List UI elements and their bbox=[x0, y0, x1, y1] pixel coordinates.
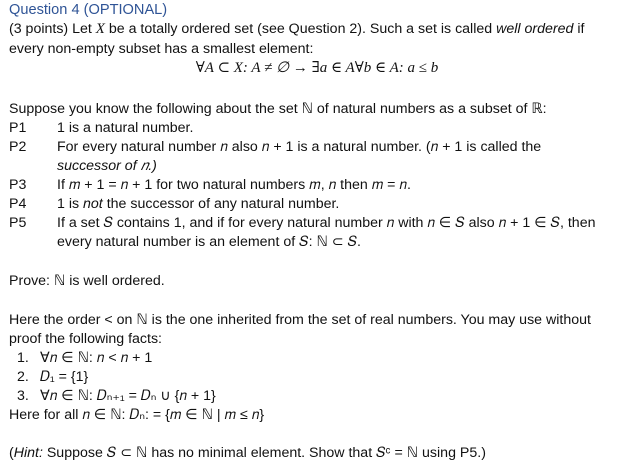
property-label: P2 bbox=[9, 139, 27, 155]
p4-emphasis: not bbox=[83, 196, 103, 212]
p4-text-b: the successor of any natural number. bbox=[102, 196, 340, 212]
question-title: Question 4 (OPTIONAL) bbox=[9, 2, 168, 18]
fact-number: 3. bbox=[17, 388, 29, 404]
hint-open-paren: ( bbox=[9, 445, 14, 461]
hint-close-paren: ) bbox=[481, 445, 486, 461]
property-text bbox=[57, 195, 339, 213]
hint-text: Suppose 𝑆 ⊂ ℕ has no minimal element. Show that 𝑆ᶜ = ℕ using P5. bbox=[42, 445, 482, 461]
definition-dn-line: Here for all 𝑛 ∈ ℕ: 𝐷ₙ: = {𝑚 ∈ ℕ | 𝑚 ≤ 𝑛} bbox=[9, 407, 265, 423]
definition-formula: ∀A ⊂ X: A ≠ ∅ → ∃a ∈ A∀b ∈ A: a ≤ b bbox=[195, 60, 439, 76]
intro-text-c: if bbox=[573, 21, 585, 37]
property-text: If a set 𝑆 contains 1, and if for every natural number 𝑛 with 𝑛 ∈ 𝑆 also 𝑛 + 1 ∈ 𝑆, then bbox=[57, 215, 596, 231]
p4-text-a: 1 is bbox=[57, 196, 84, 212]
intro-term: well ordered bbox=[496, 21, 574, 37]
order-line-2: proof the following facts: bbox=[9, 331, 162, 347]
fact-text: 𝐷₁ = {1} bbox=[40, 369, 89, 385]
property-text: If 𝑚 + 1 = 𝑛 + 1 for two natural numbers 𝑚, 𝑛 then 𝑚 = 𝑛. bbox=[57, 177, 411, 193]
property-label: P1 bbox=[9, 120, 27, 136]
property-text: 1 is a natural number. bbox=[57, 120, 194, 136]
property-label: P5 bbox=[9, 215, 27, 231]
fact-number: 1. bbox=[17, 350, 29, 366]
intro-line-1 bbox=[9, 20, 584, 38]
order-line-1: Here the order < on ℕ is the one inherited from the set of real numbers. You may use without bbox=[9, 312, 591, 328]
hint-label: Hint: bbox=[13, 445, 43, 461]
fact-text: ∀𝑛 ∈ ℕ: 𝐷ₙ₊₁ = 𝐷ₙ ∪ {𝑛 + 1} bbox=[40, 388, 216, 404]
property-continuation: successor of 𝑛.) bbox=[57, 158, 157, 174]
fact-number: 2. bbox=[17, 369, 29, 385]
property-text: For every natural number 𝑛 also 𝑛 + 1 is a natural number. (𝑛 + 1 is called the bbox=[57, 139, 542, 155]
intro-variable: X bbox=[95, 21, 105, 37]
intro-text-a: (3 points) Let bbox=[9, 21, 96, 37]
hint-line bbox=[9, 444, 486, 462]
intro-line-2: every non-empty subset has a smallest element: bbox=[9, 41, 314, 57]
intro-text-b: be a totally ordered set (see Question 2). Such a set is called bbox=[104, 21, 497, 37]
property-label: P4 bbox=[9, 196, 27, 212]
suppose-line: Suppose you know the following about the set ℕ of natural numbers as a subset of ℝ: bbox=[9, 101, 547, 117]
prove-line: Prove: ℕ is well ordered. bbox=[9, 273, 165, 289]
fact-text: ∀𝑛 ∈ ℕ: 𝑛 < 𝑛 + 1 bbox=[40, 350, 153, 366]
property-continuation: every natural number is an element of 𝑆: ℕ ⊂ 𝑆. bbox=[57, 234, 361, 250]
property-label: P3 bbox=[9, 177, 27, 193]
